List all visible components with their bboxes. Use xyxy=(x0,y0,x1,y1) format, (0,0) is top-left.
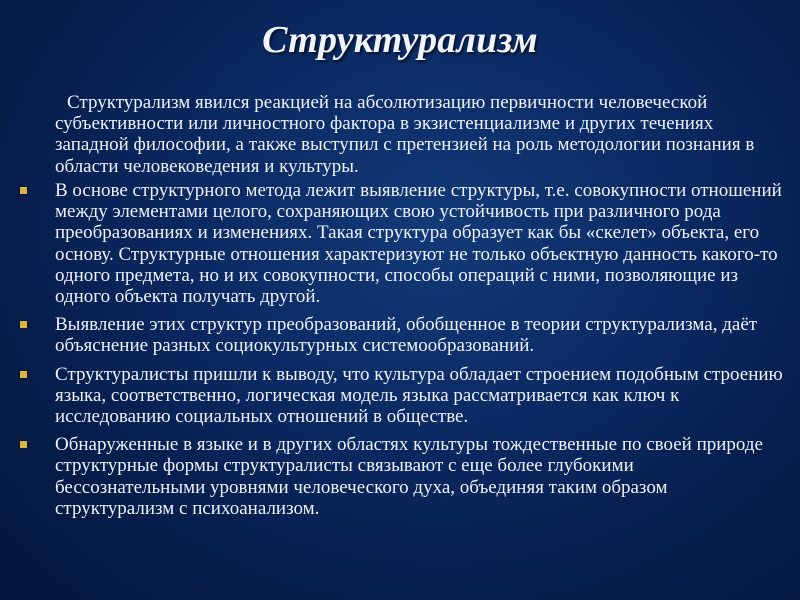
bullet-text: Выявление этих структур преобразований, обобщенное в теории структурализма, даёт объяснение разных социокультурных системообразований. xyxy=(55,314,758,357)
bullet-item xyxy=(0,180,790,307)
square-bullet-icon xyxy=(20,187,27,194)
slide-title: Структурализм xyxy=(262,19,538,61)
bullet-item xyxy=(0,364,790,428)
bullet-text: В основе структурного метода лежит выявление структуры, т.е. совокупности отношений между элементами целого, сохраняющих свою устойчивость при различного рода преобразованиях и изменениях. Такая структура образует как бы «скелет» объекта, его основу. Структурные отношения характеризуют не только объектную данность какого-то одного предмета, но и их совокупности, способы операций с ними, позволяющие из одного объекта получать другой. xyxy=(55,180,782,308)
bullet-list xyxy=(0,180,800,526)
bullet-item xyxy=(0,314,790,356)
intro-paragraph: Структурализм явился реакцией на абсолютизацию первичности человеческой субъективности или личностного фактора в экзистенциализме и других течениях западной философии, а также выступил с претензией на роль методологии познания в области человековедения и культуры. xyxy=(55,92,755,177)
square-bullet-icon xyxy=(20,321,27,328)
square-bullet-icon xyxy=(20,371,27,378)
bullet-text: Обнаруженные в языке и в других областях культуры тождественные по своей природе структурные формы структуралисты связывают с еще более глубокими бессознательными уровнями человеческого духа, объединяя таким образом структурализм с психоанализом. xyxy=(55,434,763,519)
bullet-text: Структуралисты пришли к выводу, что культура обладает строением подобным строению языка, соответственно, логическая модель языка рассматривается как ключ к исследованию социальных отношений в обществе. xyxy=(55,363,783,428)
bullet-item xyxy=(0,434,790,519)
square-bullet-icon xyxy=(20,441,27,448)
